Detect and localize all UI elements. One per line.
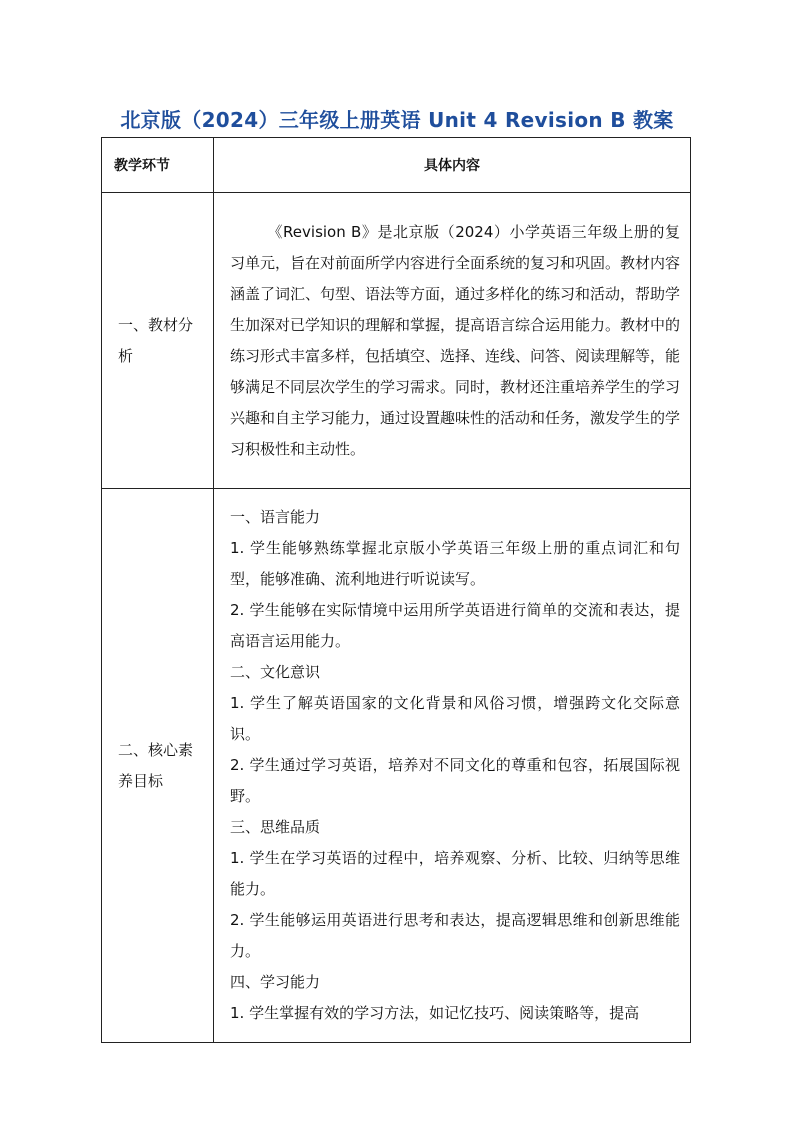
section-content-textbook-analysis <box>214 193 691 489</box>
section-label-textbook-analysis: 一、教材分析 <box>102 193 214 489</box>
goal-item: 1. 学生能够熟练掌握北京版小学英语三年级上册的重点词汇和句型，能够准确、流利地进行听说读写。 <box>230 539 680 588</box>
goal-item: 1. 学生了解英语国家的文化背景和风俗习惯，增强跨文化交际意识。 <box>230 694 680 743</box>
goal-heading-language: 一、语言能力 <box>230 508 321 526</box>
section-content-core-literacy <box>214 489 691 1043</box>
goal-item: 1. 学生掌握有效的学习方法，如记忆技巧、阅读策略等，提高 <box>230 1004 640 1022</box>
document-title: 北京版（2024）三年级上册英语 Unit 4 Revision B 教案 <box>120 108 674 132</box>
table-row-core-literacy-goals <box>102 489 691 1043</box>
goal-heading-thinking: 三、思维品质 <box>230 818 321 836</box>
goal-item: 2. 学生能够运用英语进行思考和表达，提高逻辑思维和创新思维能力。 <box>230 911 680 960</box>
goal-item: 1. 学生在学习英语的过程中，培养观察、分析、比较、归纳等思维能力。 <box>230 849 680 898</box>
lesson-plan-table <box>101 137 691 1043</box>
goal-item: 2. 学生能够在实际情境中运用所学英语进行简单的交流和表达，提高语言运用能力。 <box>230 601 680 650</box>
goal-item: 2. 学生通过学习英语，培养对不同文化的尊重和包容，拓展国际视野。 <box>230 756 680 805</box>
header-content: 具体内容 <box>214 138 691 193</box>
section-label-core-literacy: 二、核心素养目标 <box>102 489 214 1043</box>
analysis-paragraph: 《Revision B》是北京版（2024）小学英语三年级上册的复习单元，旨在对前面所学内容进行全面系统的复习和巩固。教材内容涵盖了词汇、句型、语法等方面，通过多样化的练习和活动，帮助学生加深对已学知识的理解和掌握，提高语言综合运用能力。教材中的练习形式丰富多样，包括填空、选择、连线、问答、阅读理解等，能够满足不同层次学生的学习需求。同时，教材还注重培养学生的学习兴趣和自主学习能力，通过设置趣味性的活动和任务，激发学生的学习积极性和主动性。 <box>230 222 681 458</box>
goal-heading-learning: 四、学习能力 <box>230 973 321 991</box>
goal-heading-culture: 二、文化意识 <box>230 663 321 681</box>
table-row-textbook-analysis <box>102 193 691 489</box>
table-header-row <box>102 138 691 193</box>
header-teaching-stage: 教学环节 <box>102 138 214 193</box>
